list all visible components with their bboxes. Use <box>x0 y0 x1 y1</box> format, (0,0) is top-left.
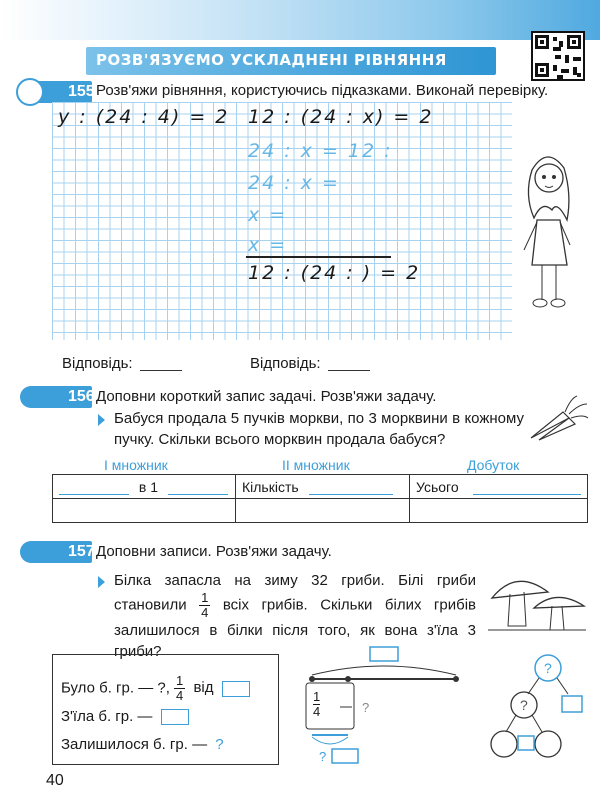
cell-label-per-one: в 1 <box>138 478 159 495</box>
fraction-denominator: 4 <box>176 688 184 703</box>
task156-problem: Бабуся продала 5 пучків моркви, по 3 морквини в кожному пучку. Скільки всього морквин продала бабуся? <box>114 410 524 448</box>
table-cell[interactable] <box>410 499 588 523</box>
note-row-left <box>61 736 224 753</box>
fraction-denominator: 4 <box>313 704 321 719</box>
bullet-arrow-icon <box>98 576 105 588</box>
task-number-155: 155 <box>20 81 92 103</box>
note-from-text: від <box>193 679 214 697</box>
fraction-denominator: 4 <box>201 605 209 620</box>
circle-tree-diagram <box>486 652 590 770</box>
hint-line-4: x = <box>248 234 288 256</box>
diagram-question-1: ? <box>362 700 370 715</box>
problem-text-part-1: Білка запасла на зиму 32 гриби. Білі гриби становили <box>114 572 476 614</box>
table-row <box>53 475 588 499</box>
hint-line-3: x = <box>248 204 288 226</box>
table-cell[interactable] <box>236 475 410 499</box>
note-fraction <box>174 674 185 703</box>
task-number-157: 157 <box>20 541 92 563</box>
task-circle-marker <box>16 78 44 106</box>
tree-question-top: ? <box>544 660 552 676</box>
table-cell[interactable] <box>410 475 588 499</box>
table-row <box>53 499 588 523</box>
check-equation: 12 : (24 : ) = 2 <box>248 262 421 284</box>
diagram-question-2: ? <box>319 749 327 764</box>
answer-label-1: Відповідь: <box>62 355 133 372</box>
problem-text-part-2: всіх грибів. Скільки білих грибів залишилося в білки після того, як вона з'їла 3 гриби? <box>114 596 477 660</box>
fraction-numerator: 1 <box>313 689 321 704</box>
task155-instruction: Розв'яжи рівняння, користуючись підказками. Виконай перевірку. <box>96 82 549 99</box>
qr-code-icon[interactable] <box>531 31 585 81</box>
note-left-text: Залишилося б. гр. — <box>61 736 208 753</box>
page-number: 40 <box>46 772 64 789</box>
top-decor-band <box>0 0 600 40</box>
table-cell[interactable] <box>53 475 236 499</box>
answer-line-2[interactable] <box>328 370 370 371</box>
note-ate-text: З'їла б. гр. — <box>61 708 153 725</box>
answer-box[interactable] <box>222 681 250 697</box>
task156-instruction: Доповни короткий запис задачі. Розв'яжи задачу. <box>96 388 437 405</box>
task-number-156: 156 <box>20 386 92 408</box>
answer-line-1[interactable] <box>140 370 182 371</box>
right-equation: 12 : (24 : x) = 2 <box>248 106 434 128</box>
girl-illustration <box>512 140 582 320</box>
short-note-table <box>52 474 588 523</box>
note-row-was <box>61 674 250 703</box>
tree-question-middle: ? <box>520 697 528 713</box>
note-was-text: Було б. гр. — ?, <box>61 679 170 697</box>
cell-label-total: Усього <box>416 478 459 495</box>
table-cell[interactable] <box>236 499 410 523</box>
col-header-product: Добуток <box>467 457 520 473</box>
fraction-numerator: 1 <box>176 673 184 688</box>
hint-line-2: 24 : x = <box>248 172 340 194</box>
table-cell[interactable] <box>53 499 236 523</box>
check-divider <box>246 256 391 258</box>
question-mark: ? <box>215 736 224 753</box>
mushrooms-illustration <box>486 568 590 634</box>
fraction-numerator: 1 <box>201 590 209 605</box>
fraction-one-quarter <box>199 591 210 620</box>
cell-label-quantity: Кількість <box>242 478 299 495</box>
task157-instruction: Доповни записи. Розв'яжи задачу. <box>96 543 332 560</box>
col-header-multiplier-2: ІІ множник <box>282 457 350 473</box>
note-row-ate <box>61 708 189 725</box>
page-title: РОЗВ'ЯЗУЄМО УСКЛАДНЕНІ РІВНЯННЯ <box>96 51 447 69</box>
answer-box[interactable] <box>161 709 189 725</box>
bullet-arrow-icon <box>98 414 105 426</box>
answer-label-2: Відповідь: <box>250 355 321 372</box>
carrots-illustration <box>525 392 590 444</box>
diagram-fraction <box>313 690 320 719</box>
hint-line-1: 24 : x = 12 : <box>248 140 393 162</box>
col-header-multiplier-1: І множник <box>104 457 168 473</box>
left-equation: y : (24 : 4) = 2 <box>58 106 230 128</box>
